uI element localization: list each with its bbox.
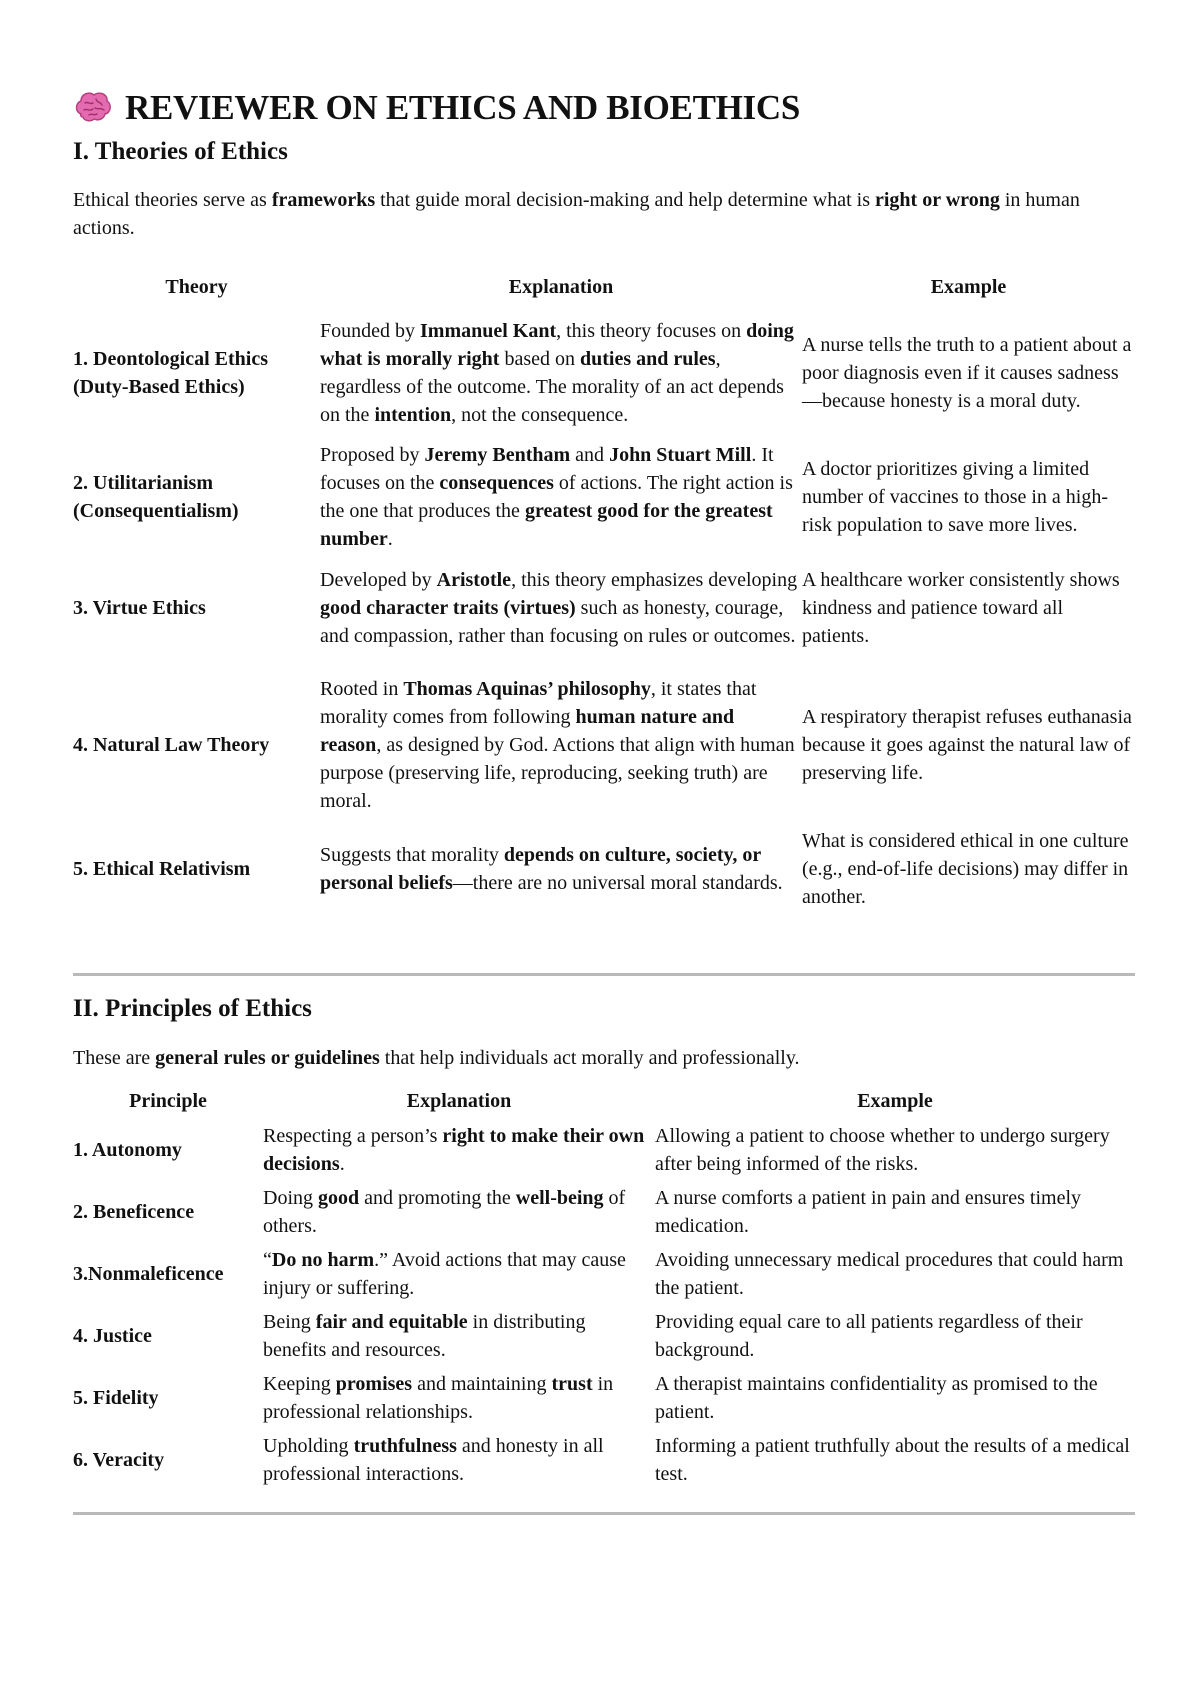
row-name-cell: 5. Fidelity — [73, 1387, 159, 1409]
example-cell: A therapist maintains confidentiality as promised to the patient. — [655, 1373, 1098, 1423]
table-row — [73, 1305, 1135, 1367]
explanation-cell: Founded by Immanuel Kant, this theory focuses on doing what is morally right based on duties and rules, regardless of the outcome. The morality of an act depends on the intention, not the consequence. — [320, 320, 794, 426]
row-name-cell: 1. Autonomy — [73, 1139, 182, 1161]
table-row — [73, 827, 1135, 911]
example-cell: A respiratory therapist refuses euthanasia because it goes against the natural law of preserving life. — [802, 706, 1132, 784]
example-cell: Providing equal care to all patients regardless of their background. — [655, 1311, 1083, 1361]
column-header-principle: Principle — [129, 1090, 207, 1112]
example-cell: A healthcare worker consistently shows kindness and patience toward all patients. — [802, 569, 1120, 647]
row-name-cell: 1. Deontological Ethics (Duty-Based Ethics) — [73, 348, 268, 398]
table-row — [73, 305, 1135, 441]
example-cell: Allowing a patient to choose whether to undergo surgery after being informed of the risks. — [655, 1125, 1110, 1175]
column-header-explanation: Explanation — [508, 276, 614, 298]
example-cell: A nurse comforts a patient in pain and ensures timely medication. — [655, 1187, 1082, 1237]
explanation-cell: Developed by Aristotle, this theory emphasizes developing good character traits (virtues) such as honesty, courage, and compassion, rather than focusing on rules or outcomes. — [320, 569, 798, 647]
theories-table — [73, 273, 1135, 911]
column-header-example: Example — [857, 1090, 933, 1112]
table-row — [73, 663, 1135, 827]
principles-intro: These are general rules or guidelines that help individuals act morally and professionally. — [73, 1047, 800, 1069]
row-name-cell: 2. Utilitarianism (Consequentialism) — [73, 472, 239, 522]
example-cell: A nurse tells the truth to a patient about a poor diagnosis even if it causes sadness—because honesty is a moral duty. — [802, 334, 1132, 412]
example-cell: What is considered ethical in one culture (e.g., end-of-life decisions) may differ in another. — [802, 830, 1129, 908]
section-heading-theories: I. Theories of Ethics — [73, 138, 288, 165]
table-row — [73, 1243, 1135, 1305]
row-name-cell: 5. Ethical Relativism — [73, 858, 251, 880]
row-name-cell: 2. Beneficence — [73, 1201, 195, 1223]
example-cell: A doctor prioritizes giving a limited number of vaccines to those in a high-risk population to save more lives. — [802, 458, 1109, 536]
explanation-cell: Proposed by Jeremy Bentham and John Stuart Mill. It focuses on the consequences of actions. The right action is the one that produces the greatest good for the greatest number. — [320, 444, 793, 550]
section-heading-principles: II. Principles of Ethics — [73, 995, 312, 1022]
row-name-cell: 4. Natural Law Theory — [73, 734, 270, 756]
page-title — [73, 88, 800, 128]
theories-intro: Ethical theories serve as frameworks that guide moral decision-making and help determine what is right or wrong in human actions. — [73, 189, 1080, 239]
title-text: REVIEWER ON ETHICS AND BIOETHICS — [125, 88, 801, 127]
table-header-row — [73, 1087, 1135, 1119]
column-header-example: Example — [930, 276, 1007, 298]
explanation-cell: Suggests that morality depends on culture, society, or personal beliefs—there are no universal moral standards. — [320, 844, 783, 894]
explanation-cell: Respecting a person’s right to make their own decisions. — [263, 1125, 645, 1175]
explanation-cell: Upholding truthfulness and honesty in all professional interactions. — [263, 1435, 604, 1485]
table-row — [73, 1429, 1135, 1491]
table-row — [73, 1181, 1135, 1243]
row-name-cell: 3. Virtue Ethics — [73, 597, 206, 619]
table-row — [73, 1119, 1135, 1181]
explanation-cell: Being fair and equitable in distributing benefits and resources. — [263, 1311, 586, 1361]
brain-icon — [73, 88, 113, 128]
column-header-theory: Theory — [165, 276, 228, 298]
table-row — [73, 553, 1135, 663]
explanation-cell: Rooted in Thomas Aquinas’ philosophy, it states that morality comes from following human nature and reason, as designed by God. Actions that align with human purpose (preserving life, reproducing, seeking truth) are moral. — [320, 678, 795, 812]
row-name-cell: 4. Justice — [73, 1325, 152, 1347]
explanation-cell: Doing good and promoting the well-being of others. — [263, 1187, 626, 1237]
table-row — [73, 1367, 1135, 1429]
row-name-cell: 3.Nonmaleficence — [73, 1263, 224, 1285]
example-cell: Informing a patient truthfully about the results of a medical test. — [655, 1435, 1130, 1485]
row-name-cell: 6. Veracity — [73, 1449, 165, 1471]
section-divider — [73, 973, 1135, 976]
example-cell: Avoiding unnecessary medical procedures that could harm the patient. — [655, 1249, 1124, 1299]
table-row — [73, 441, 1135, 553]
column-header-explanation: Explanation — [406, 1090, 512, 1112]
section-divider — [73, 1512, 1135, 1515]
principles-table — [73, 1087, 1135, 1491]
explanation-cell: Keeping promises and maintaining trust in professional relationships. — [263, 1373, 614, 1423]
table-header-row — [73, 273, 1135, 305]
explanation-cell: “Do no harm.” Avoid actions that may cause injury or suffering. — [263, 1249, 626, 1299]
